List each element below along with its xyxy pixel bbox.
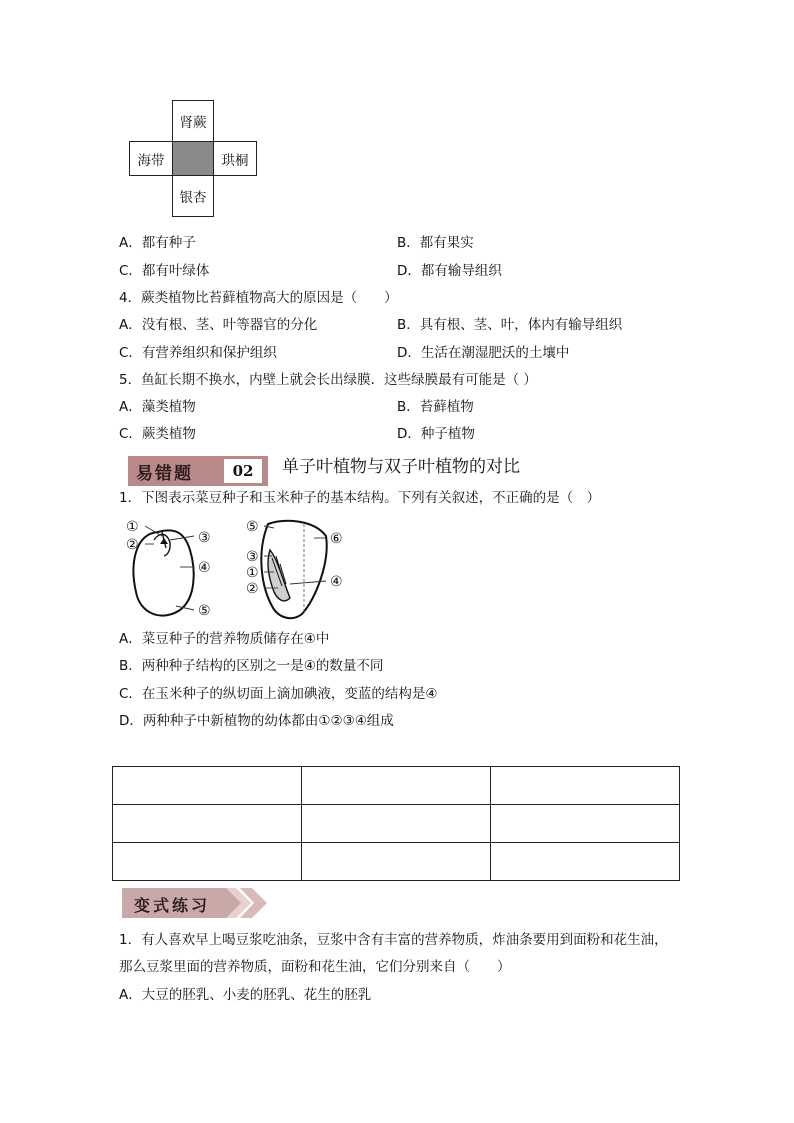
p1-line1: 1．有人喜欢早上喝豆浆吃油条，豆浆中含有丰富的营养物质，炸油条要用到面粉和花生油， bbox=[119, 932, 668, 948]
prev-option-b: B．都有果实 bbox=[397, 235, 474, 251]
s1-option-b: B．两种种子结构的区别之一是④的数量不同 bbox=[119, 658, 384, 674]
corn-label-1: ① bbox=[246, 565, 259, 581]
seed-diagrams bbox=[118, 514, 368, 626]
table-cell bbox=[302, 843, 491, 881]
p1-option-a: A．大豆的胚乳、小麦的胚乳、花生的胚乳 bbox=[119, 987, 372, 1003]
diagram-center-cell bbox=[172, 141, 214, 176]
q5-option-b: B．苔藓植物 bbox=[397, 399, 474, 415]
p1-line2: 那么豆浆里面的营养物质，面粉和花生油，它们分别来自（ ） bbox=[119, 959, 511, 975]
q4-option-b: B．具有根、茎、叶，体内有输导组织 bbox=[397, 317, 623, 333]
diagram-bottom-cell bbox=[172, 175, 214, 217]
table-cell bbox=[113, 767, 302, 805]
table-cell bbox=[113, 805, 302, 843]
bean-label-2: ② bbox=[126, 537, 139, 553]
q5-option-d: D．种子植物 bbox=[397, 426, 475, 442]
bean-label-3: ③ bbox=[198, 530, 211, 546]
s1-option-d: D．两种种子中新植物的幼体都由①②③④组成 bbox=[119, 713, 394, 729]
bean-label-1: ① bbox=[126, 519, 139, 535]
corn-seed-diagram bbox=[246, 519, 343, 618]
bean-seed-diagram bbox=[126, 519, 211, 619]
bean-label-5: ⑤ bbox=[198, 603, 211, 619]
diagram-top-cell bbox=[172, 100, 214, 142]
diagram-right-cell bbox=[213, 141, 257, 176]
section-number: 02 bbox=[224, 459, 262, 483]
table-row bbox=[113, 805, 680, 843]
corn-label-2: ② bbox=[246, 581, 259, 597]
table-row bbox=[113, 767, 680, 805]
diagram-top-label: 肾蕨 bbox=[179, 115, 207, 131]
prev-option-d: D．都有输导组织 bbox=[397, 263, 502, 279]
table-cell bbox=[491, 767, 680, 805]
section-label: 易错题 bbox=[136, 464, 193, 484]
diagram-bottom-label: 银杏 bbox=[179, 190, 207, 206]
table-cell bbox=[302, 805, 491, 843]
corn-label-5: ⑤ bbox=[246, 519, 259, 535]
corn-label-4: ④ bbox=[330, 574, 343, 590]
q4-stem: 4．蕨类植物比苔藓植物高大的原因是（ ） bbox=[119, 290, 398, 306]
q4-option-a: A．没有根、茎、叶等器官的分化 bbox=[119, 317, 318, 333]
diagram-left-cell bbox=[129, 141, 173, 176]
s1-stem: 1．下图表示菜豆种子和玉米种子的基本结构。下列有关叙述，不正确的是（ ） bbox=[119, 490, 601, 506]
diagram-right-label: 珙桐 bbox=[221, 152, 249, 169]
comparison-table bbox=[112, 766, 680, 881]
table-cell bbox=[113, 843, 302, 881]
practice-label: 变式练习 bbox=[134, 896, 211, 915]
prev-option-a: A．都有种子 bbox=[119, 235, 196, 251]
table-cell bbox=[302, 767, 491, 805]
corn-label-6: ⑥ bbox=[330, 531, 343, 547]
table-row bbox=[113, 843, 680, 881]
diagram-left-label: 海带 bbox=[137, 152, 165, 169]
bean-label-4: ④ bbox=[198, 560, 211, 576]
q5-option-a: A．藻类植物 bbox=[119, 399, 196, 415]
table-cell bbox=[491, 805, 680, 843]
q5-stem: 5．鱼缸长期不换水，内壁上就会长出绿膜．这些绿膜最有可能是（ ） bbox=[119, 372, 537, 388]
corn-label-3: ③ bbox=[246, 549, 259, 565]
q4-option-d: D．生活在潮湿肥沃的土壤中 bbox=[397, 345, 570, 361]
practice-banner bbox=[122, 886, 272, 920]
table-cell bbox=[491, 843, 680, 881]
s1-option-c: C．在玉米种子的纵切面上滴加碘液，变蓝的结构是④ bbox=[119, 686, 438, 702]
section-banner bbox=[128, 456, 268, 486]
s1-option-a: A．菜豆种子的营养物质储存在④中 bbox=[119, 631, 330, 647]
section-title: 单子叶植物与双子叶植物的对比 bbox=[282, 457, 520, 477]
q5-option-c: C．蕨类植物 bbox=[119, 426, 196, 442]
q4-option-c: C．有营养组织和保护组织 bbox=[119, 345, 277, 361]
prev-option-c: C．都有叶绿体 bbox=[119, 263, 210, 279]
